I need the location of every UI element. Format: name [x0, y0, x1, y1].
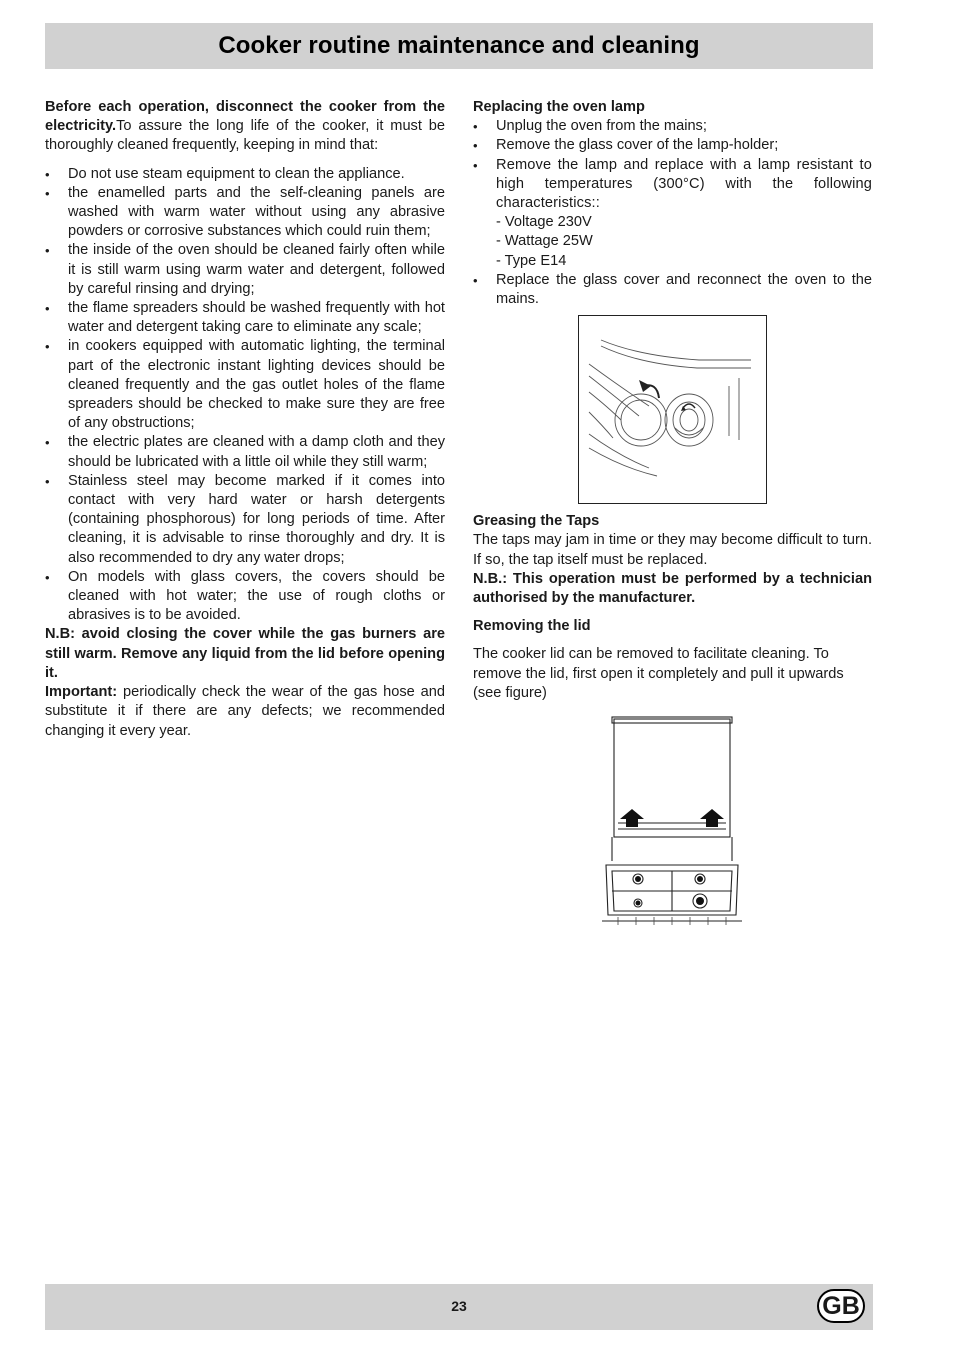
list-item: • Remove the glass cover of the lamp-holder;: [473, 136, 872, 155]
important-note: [45, 683, 445, 741]
page-title: Cooker routine maintenance and cleaning: [218, 32, 700, 59]
list-item: • Stainless steel may become marked if it comes into contact with very hard water or harsh detergents (containing phosphorous) for long periods of time. After cleaning, it is advisable to rinse thoroughly and dry. It is also recommended to dry any water drops;: [45, 472, 445, 568]
list-item: • Replace the glass cover and reconnect the oven to the mains.: [473, 271, 872, 309]
nb-warning: N.B: avoid closing the cover while the gas burners are still warm. Remove any liquid from the lid before opening it.: [45, 626, 445, 681]
intro-text: To assure the long life of the cooker, it must be thoroughly cleaned frequently, keeping in mind that:: [45, 118, 445, 154]
header-bar: [45, 23, 873, 69]
intro-paragraph: [45, 98, 445, 156]
important-label: Important:: [45, 684, 118, 701]
list-item: • the enamelled parts and the self-cleaning panels are washed with warm water without using any abrasive powders or corrosive substances which could ruin them;: [45, 184, 445, 242]
spec-wattage: - Wattage 25W: [496, 233, 593, 250]
list-item: • the inside of the oven should be cleaned fairly often while it is still warm using warm water and detergent, followed by careful rinsing and drying;: [45, 241, 445, 299]
cleaning-list: [45, 165, 445, 626]
spec-type: - Type E14: [496, 252, 567, 269]
footer-bar: [45, 1284, 873, 1330]
right-column: [473, 98, 872, 931]
lid-text: The cooker lid can be removed to facilitate cleaning. To remove the lid, first open it completely and pull it upwards (see figure): [473, 646, 844, 701]
lid-heading: Removing the lid: [473, 618, 591, 635]
lamp-steps: [473, 117, 872, 309]
list-item: • the electric plates are cleaned with a damp cloth and they should be lubricated with a little oil while they still warm;: [45, 433, 445, 471]
language-badge: GB: [817, 1289, 865, 1323]
list-item: • Remove the lamp and replace with a lamp resistant to high temperatures (300°C) with the following characteristics:: - Voltage 230V - Wattage 25W - Type E14: [473, 156, 872, 271]
taps-text: The taps may jam in time or they may become difficult to turn. If so, the tap itself must be replaced.: [473, 532, 872, 568]
left-column: [45, 98, 445, 741]
list-item: • in cookers equipped with automatic lighting, the terminal part of the electronic instant lighting devices should be cleaned frequently and the gas outlet holes of the flame spreaders should be checked to make sure they are free of any obstructions;: [45, 337, 445, 433]
list-item: • Unplug the oven from the mains;: [473, 117, 872, 136]
page-number: 23: [451, 1298, 467, 1314]
lid-removal-illustration: [598, 715, 746, 931]
intro-warning: Before each operation, disconnect the cooker from the electricity.: [45, 99, 445, 135]
list-item: • On models with glass covers, the covers should be cleaned with hot water; the use of rough cloths or abrasives is to be avoided.: [45, 568, 445, 626]
list-item: • Do not use steam equipment to clean the appliance.: [45, 165, 445, 184]
spec-voltage: - Voltage 230V: [496, 214, 592, 231]
taps-nb: N.B.: This operation must be performed by a technician authorised by the manufacturer.: [473, 570, 872, 607]
taps-heading: Greasing the Taps: [473, 513, 600, 530]
lamp-heading: Replacing the oven lamp: [473, 99, 645, 115]
important-text: periodically check the wear of the gas hose and substitute it if there are any defects; we recommended changing it every year.: [45, 684, 445, 739]
oven-lamp-illustration: [578, 315, 767, 504]
list-item: • the flame spreaders should be washed frequently with hot water and detergent taking care to eliminate any scale;: [45, 299, 445, 337]
